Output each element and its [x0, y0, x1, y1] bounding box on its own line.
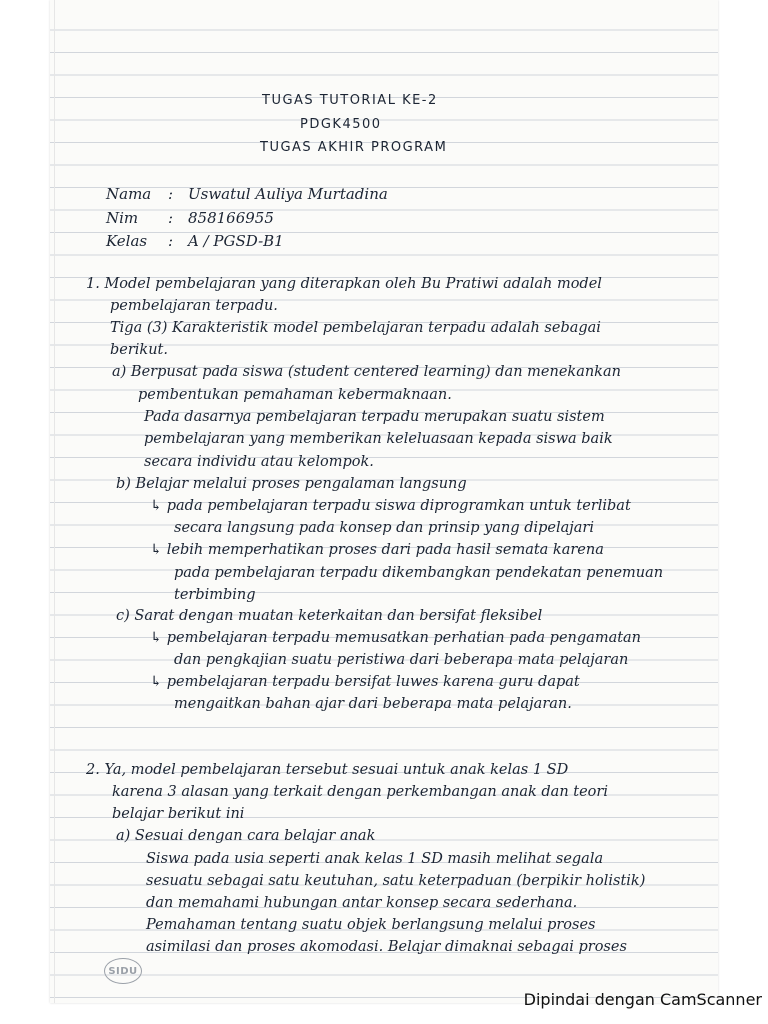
answer-line: a) Sesuai dengan cara belajar anak: [116, 828, 376, 844]
notebook-page: [50, 0, 718, 1003]
answer-line: pembentukan pemahaman kebermaknaan.: [138, 387, 452, 403]
name-row: [106, 184, 388, 204]
answer-line: Pemahaman tentang suatu objek berlangsung melalui proses: [146, 917, 596, 933]
margin-line: [54, 0, 55, 1003]
answer-line: dan memahami hubungan antar konsep secara sederhana.: [146, 895, 578, 911]
answer-line: pada pembelajaran terpadu dikembangkan pendekatan penemuan: [174, 565, 664, 581]
answer-line: secara individu atau kelompok.: [144, 454, 374, 470]
answer-line: karena 3 alasan yang terkait dengan perkembangan anak dan teori: [112, 784, 608, 800]
assignment-title: TUGAS TUTORIAL KE-2: [262, 93, 438, 108]
answer-line: pembelajaran yang memberikan keleluasaan kepada siswa baik: [144, 431, 613, 447]
answer-line: ↳ lebih memperhatikan proses dari pada hasil semata karena: [150, 542, 604, 558]
answer-line: berikut.: [110, 342, 168, 358]
answer-line: Tiga (3) Karakteristik model pembelajaran terpadu adalah sebagai: [110, 320, 601, 336]
nim-row: [106, 208, 274, 228]
answer-line: belajar berikut ini: [112, 806, 245, 822]
answer-line: dan pengkajian suatu peristiwa dari beberapa mata pelajaran: [174, 652, 629, 668]
answer-line: 1. Model pembelajaran yang diterapkan oleh Bu Pratiwi adalah model: [86, 276, 602, 292]
answer-line: terbimbing: [174, 587, 256, 603]
answer-line: ↳ pembelajaran terpadu memusatkan perhatian pada pengamatan: [150, 630, 642, 646]
nim-label: Nim: [106, 209, 139, 227]
answer-line: secara langsung pada konsep dan prinsip yang dipelajari: [174, 520, 594, 536]
notebook-brand-logo: SIDU: [104, 958, 142, 984]
scanner-watermark: Dipindai dengan CamScanner: [523, 990, 762, 1009]
answer-line: c) Sarat dengan muatan keterkaitan dan bersifat fleksibel: [116, 608, 543, 624]
answer-line: b) Belajar melalui proses pengalaman langsung: [116, 476, 467, 492]
answer-line: mengaitkan bahan ajar dari beberapa mata pelajaran.: [174, 696, 572, 712]
assignment-subtitle: TUGAS AKHIR PROGRAM: [260, 140, 448, 155]
answer-line: sesuatu sebagai satu keutuhan, satu keterpaduan (berpikir holistik): [146, 873, 646, 889]
class-value: A / PGSD-B1: [188, 232, 284, 250]
name-separator: :: [168, 185, 174, 203]
nim-separator: :: [168, 209, 174, 227]
class-row: [106, 231, 284, 251]
answer-line: Siswa pada usia seperti anak kelas 1 SD masih melihat segala: [146, 851, 604, 867]
name-value: Uswatul Auliya Murtadina: [188, 185, 388, 203]
answer-line: a) Berpusat pada siswa (student centered learning) dan menekankan: [112, 364, 621, 380]
class-label: Kelas: [106, 232, 148, 250]
nim-value: 858166955: [188, 209, 274, 227]
answer-line: ↳ pada pembelajaran terpadu siswa diprogramkan untuk terlibat: [150, 498, 631, 514]
course-code: PDGK4500: [300, 117, 382, 132]
answer-line: pembelajaran terpadu.: [110, 298, 278, 314]
name-label: Nama: [106, 185, 152, 203]
answer-line: asimilasi dan proses akomodasi. Belajar dimaknai sebagai proses: [146, 939, 627, 955]
answer-line: Pada dasarnya pembelajaran terpadu merupakan suatu sistem: [144, 409, 605, 425]
answer-line: ↳ pembelajaran terpadu bersifat luwes karena guru dapat: [150, 674, 580, 690]
class-separator: :: [168, 232, 174, 250]
answer-line: 2. Ya, model pembelajaran tersebut sesuai untuk anak kelas 1 SD: [86, 762, 569, 778]
